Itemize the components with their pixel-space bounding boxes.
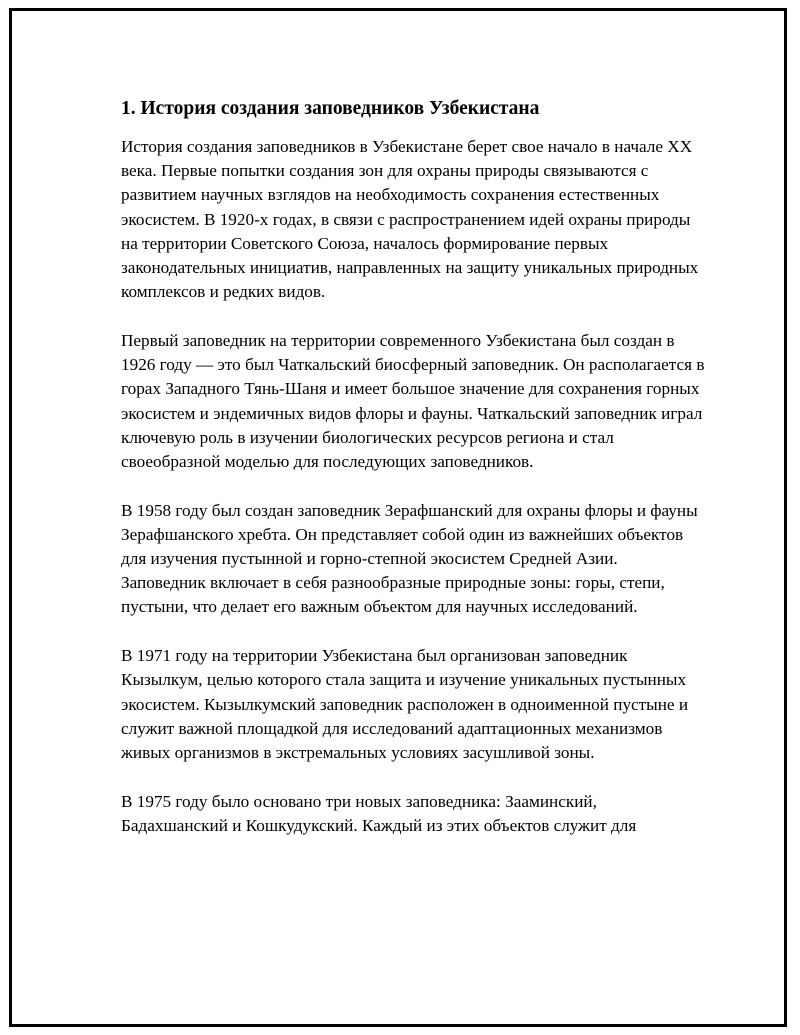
- document-content: [121, 97, 706, 863]
- page-frame: [9, 8, 787, 1027]
- paragraph-5: В 1975 году было основано три новых заповедника: Зааминский, Бадахшанский и Кошкудукский. Каждый из этих объектов служит для: [121, 791, 637, 835]
- paragraph-4: В 1971 году на территории Узбекистана был организован заповедник Кызылкум, целью которого стала защита и изучение уникальных пустынных экосистем. Кызылкумский заповедник расположен в одноименной пустыне и служит важной площадкой для исследований адаптационных механизмов живых организмов в экстремальных условиях засушливой зоны.: [121, 646, 689, 762]
- paragraph-3: В 1958 году был создан заповедник Зерафшанский для охраны флоры и фауны Зерафшанского хребта. Он представляет собой один из важнейших объектов для изучения пустынной и горно-степной экосистем Средней Азии. Заповедник включает в себя разнообразные природные зоны: горы, степи, пустыни, что делает его важным объектом для научных исследований.: [121, 500, 698, 617]
- paragraph-2: Первый заповедник на территории современного Узбекистана был создан в 1926 году — это был Чаткальский биосферный заповедник. Он располагается в горах Западного Тянь-Шаня и имеет большое значение для сохранения горных экосистем и эндемичных видов флоры и фауны. Чаткальский заповедник играл ключевую роль в изучении биологических ресурсов региона и стал своеобразной моделью для последующих заповедников.: [121, 330, 705, 471]
- paragraph-1: История создания заповедников в Узбекистане берет свое начало в начале XX века. Первые попытки создания зон для охраны природы связываются с развитием научных взглядов на необходимость сохранения естественных экосистем. В 1920-х годах, в связи с распространением идей охраны природы на территории Советского Союза, началось формирование первых законодательных инициатив, направленных на защиту уникальных природных комплексов и редких видов.: [121, 137, 699, 302]
- section-heading: 1. История создания заповедников Узбекистана: [121, 98, 540, 119]
